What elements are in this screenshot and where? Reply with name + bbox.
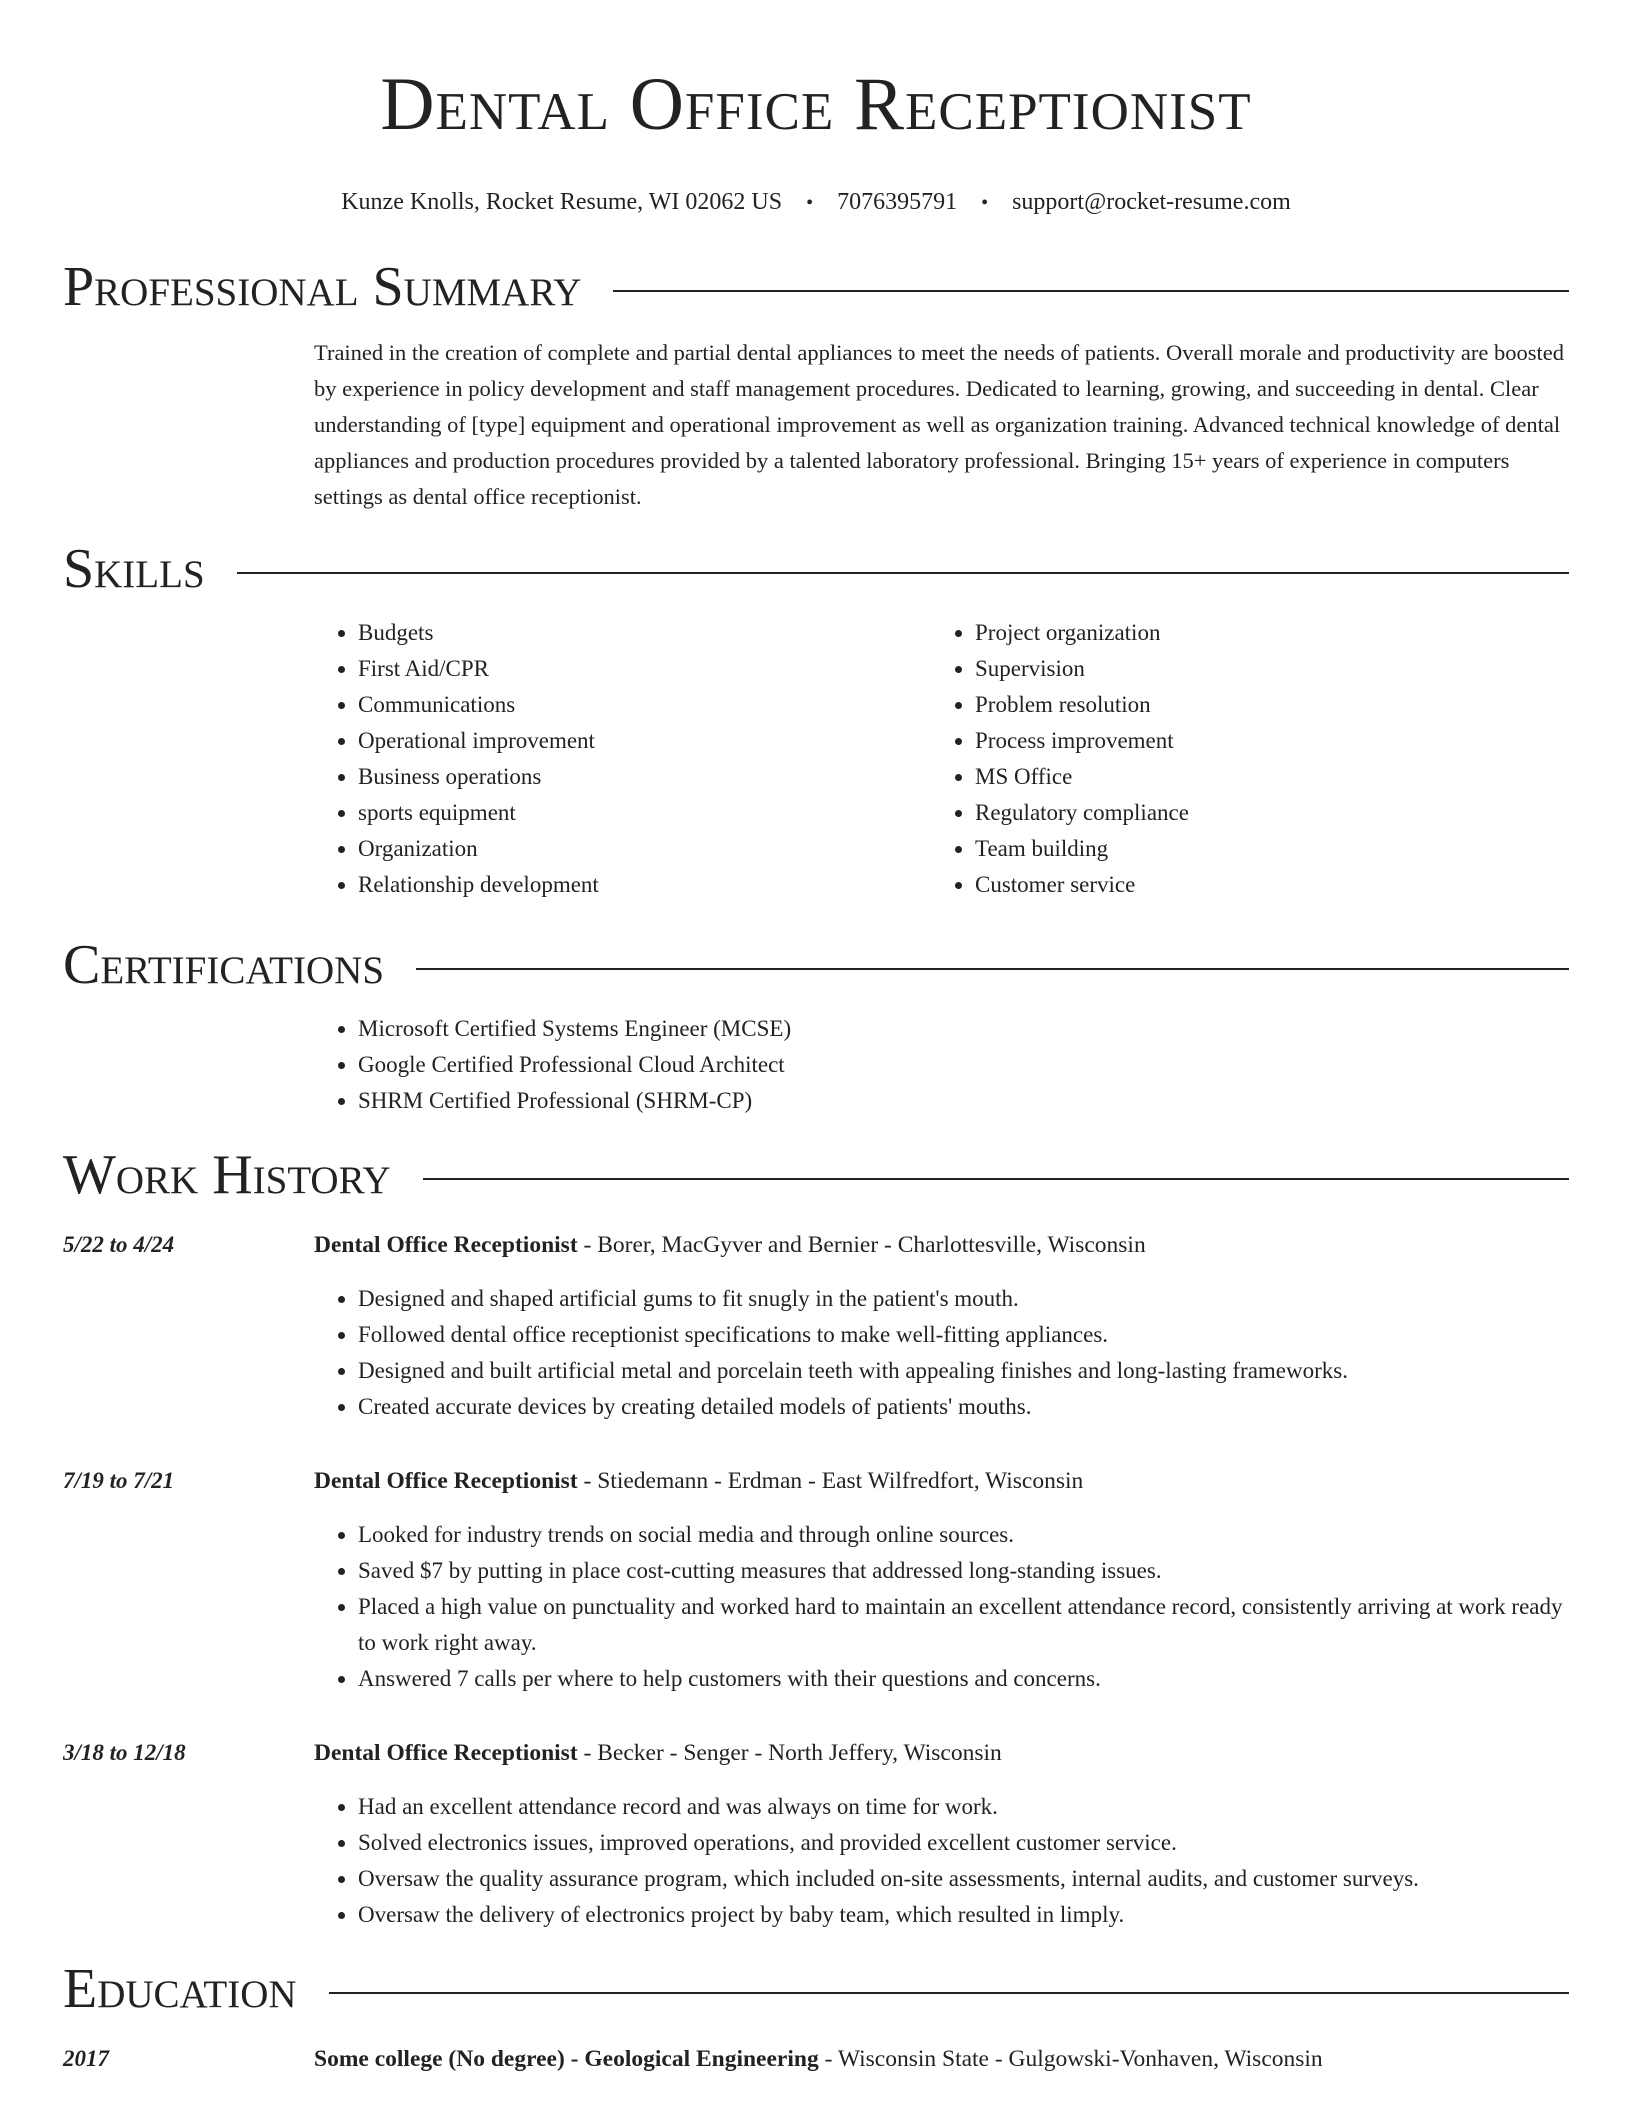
job-body bbox=[314, 1463, 1569, 1697]
summary-text: Trained in the creation of complete and partial dental appliances to meet the needs of patients. Overall morale and productivity are boosted by experience in policy development and staff management procedures. Dedicated to learning, growing, and succeeding in dental. Clear understanding of [type] equipment and operational improvement as well as organization training. Advanced technical knowledge of dental appliances and production procedures provided by a talented laboratory professional. Bringing 15+ years of experience in computers settings as dental office receptionist. bbox=[314, 340, 1564, 509]
job-title-line bbox=[314, 1735, 1569, 1771]
contact-separator: • bbox=[981, 192, 989, 214]
section-divider bbox=[416, 968, 1569, 970]
skills-grid bbox=[314, 615, 1569, 903]
job-bullet: • Solved electronics issues, improved operations, and provided excellent customer service. bbox=[358, 1825, 1569, 1861]
skill-item: • Process improvement bbox=[975, 723, 1548, 759]
skill-item: • Regulatory compliance bbox=[975, 795, 1548, 831]
education-entry bbox=[63, 2041, 1569, 2077]
section-divider bbox=[423, 1178, 1569, 1180]
job-body bbox=[314, 1735, 1569, 1933]
contact-email: support@rocket-resume.com bbox=[1012, 189, 1291, 215]
contact-line bbox=[63, 186, 1569, 219]
education-year: 2017 bbox=[63, 2046, 109, 2071]
certifications-heading: Certifications bbox=[63, 934, 385, 996]
education-section-header bbox=[63, 1959, 1569, 2019]
job-bullet: • Oversaw the quality assurance program, which included on-site assessments, internal audits, and customer surveys. bbox=[358, 1861, 1569, 1897]
skill-item: • Business operations bbox=[358, 759, 931, 795]
education-heading: Education bbox=[63, 1958, 297, 2020]
job-entry bbox=[63, 1735, 1569, 1933]
skills-section-header bbox=[63, 539, 1569, 599]
skill-item: • Relationship development bbox=[358, 867, 931, 903]
resume-title: Dental Office Receptionist bbox=[380, 63, 1252, 146]
section-divider bbox=[237, 572, 1569, 574]
education-degree: Some college (No degree) - Geological Engineering bbox=[314, 2046, 819, 2072]
certification-item: • SHRM Certified Professional (SHRM-CP) bbox=[358, 1083, 1569, 1119]
certifications-section-header bbox=[63, 935, 1569, 995]
job-bullet: • Oversaw the delivery of electronics project by baby team, which resulted in limply. bbox=[358, 1897, 1569, 1933]
education-line bbox=[314, 2041, 1569, 2077]
job-employer: - Borer, MacGyver and Bernier - Charlottesville, Wisconsin bbox=[577, 1232, 1146, 1258]
skill-item: • Supervision bbox=[975, 651, 1548, 687]
summary-section-header bbox=[63, 257, 1569, 317]
contact-address: Kunze Knolls, Rocket Resume, WI 02062 US bbox=[341, 189, 783, 215]
section-divider bbox=[613, 290, 1569, 292]
job-title-line bbox=[314, 1227, 1569, 1263]
skill-item: • sports equipment bbox=[358, 795, 931, 831]
skill-item: • Team building bbox=[975, 831, 1548, 867]
section-divider bbox=[329, 1992, 1569, 1994]
summary-heading: Professional Summary bbox=[63, 256, 582, 318]
certification-item: • Microsoft Certified Systems Engineer (MCSE) bbox=[358, 1011, 1569, 1047]
job-bullet: • Created accurate devices by creating detailed models of patients' mouths. bbox=[358, 1389, 1569, 1425]
skill-item: • Operational improvement bbox=[358, 723, 931, 759]
skill-item: • Problem resolution bbox=[975, 687, 1548, 723]
job-body bbox=[314, 1227, 1569, 1425]
skills-heading: Skills bbox=[63, 538, 205, 600]
job-title-line bbox=[314, 1463, 1569, 1499]
education-school: - Wisconsin State - Gulgowski-Vonhaven, Wisconsin bbox=[818, 2046, 1323, 2072]
job-bullet: • Placed a high value on punctuality and worked hard to maintain an excellent attendance record, consistently arriving at work ready to work right away. bbox=[358, 1589, 1569, 1661]
contact-phone: 7076395791 bbox=[837, 189, 958, 215]
job-bullet: • Followed dental office receptionist specifications to make well-fitting appliances. bbox=[358, 1317, 1569, 1353]
job-employer: - Becker - Senger - North Jeffery, Wisconsin bbox=[577, 1740, 1002, 1766]
job-bullet: • Designed and built artificial metal and porcelain teeth with appealing finishes and long-lasting frameworks. bbox=[358, 1353, 1569, 1389]
skill-item: • First Aid/CPR bbox=[358, 651, 931, 687]
job-bullet: • Had an excellent attendance record and was always on time for work. bbox=[358, 1789, 1569, 1825]
job-employer: - Stiedemann - Erdman - East Wilfredfort, Wisconsin bbox=[577, 1468, 1084, 1494]
job-bullet: • Designed and shaped artificial gums to fit snugly in the patient's mouth. bbox=[358, 1281, 1569, 1317]
skill-item: • Project organization bbox=[975, 615, 1548, 651]
skills-column-left bbox=[314, 615, 931, 903]
work-heading: Work History bbox=[63, 1144, 391, 1206]
skill-item: • Organization bbox=[358, 831, 931, 867]
job-entry bbox=[63, 1463, 1569, 1697]
job-title: Dental Office Receptionist bbox=[314, 1468, 578, 1494]
skill-item: • Communications bbox=[358, 687, 931, 723]
skill-item: • MS Office bbox=[975, 759, 1548, 795]
certification-item: • Google Certified Professional Cloud Architect bbox=[358, 1047, 1569, 1083]
job-entry bbox=[63, 1227, 1569, 1425]
job-title: Dental Office Receptionist bbox=[314, 1232, 578, 1258]
skill-item: • Customer service bbox=[975, 867, 1548, 903]
job-bullet: • Looked for industry trends on social media and through online sources. bbox=[358, 1517, 1569, 1553]
work-section-header bbox=[63, 1145, 1569, 1205]
skills-column-right bbox=[931, 615, 1548, 903]
job-title: Dental Office Receptionist bbox=[314, 1740, 578, 1766]
skill-item: • Budgets bbox=[358, 615, 931, 651]
certifications-list bbox=[314, 1011, 1569, 1119]
job-bullet: • Answered 7 calls per where to help customers with their questions and concerns. bbox=[358, 1661, 1569, 1697]
education-body bbox=[314, 2041, 1569, 2077]
job-bullet: • Saved $7 by putting in place cost-cutting measures that addressed long-standing issues. bbox=[358, 1553, 1569, 1589]
contact-separator: • bbox=[806, 192, 814, 214]
job-dates: 7/19 to 7/21 bbox=[63, 1468, 175, 1493]
job-dates: 3/18 to 12/18 bbox=[63, 1740, 186, 1765]
job-dates: 5/22 to 4/24 bbox=[63, 1232, 175, 1257]
